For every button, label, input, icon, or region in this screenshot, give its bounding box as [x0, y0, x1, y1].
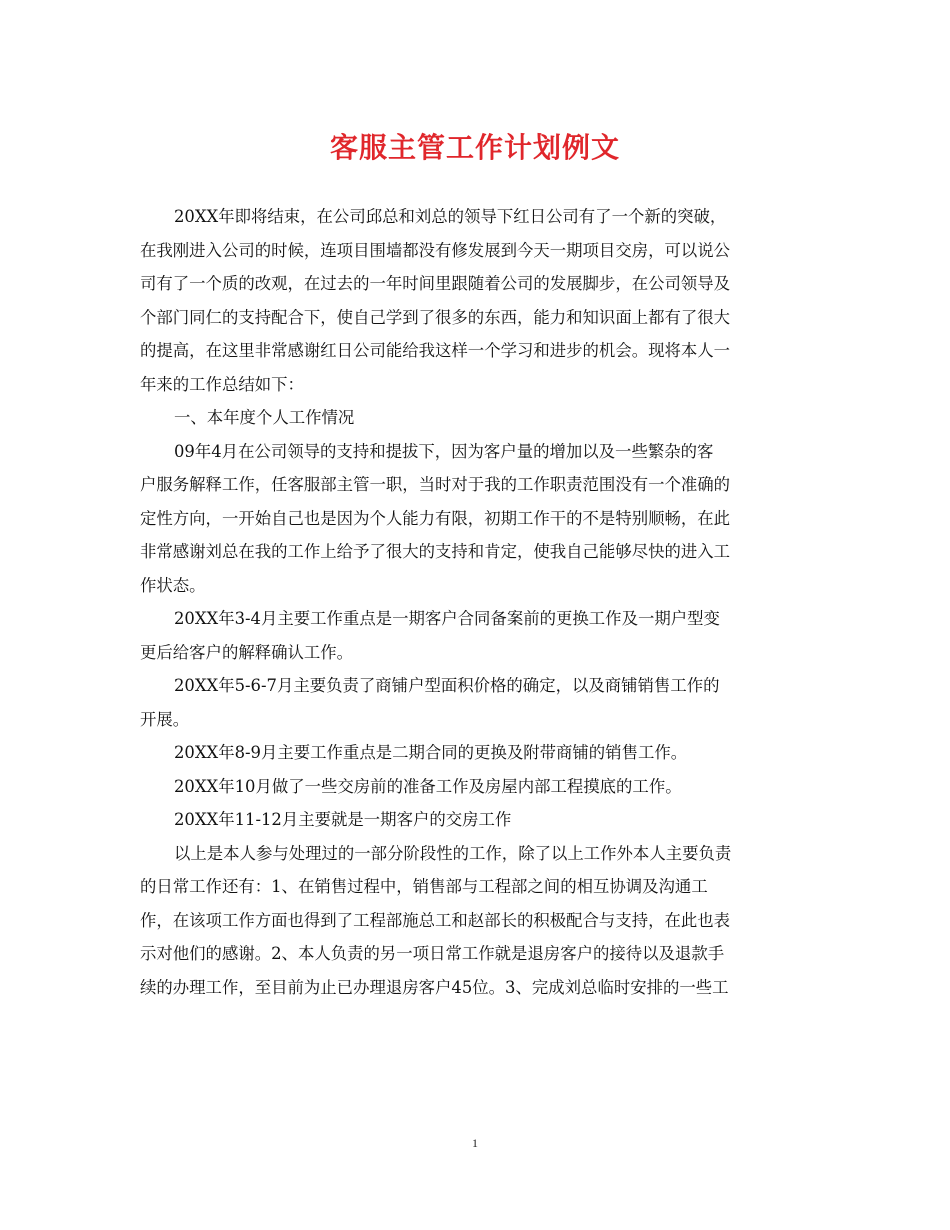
paragraph-line: 20XX年3-4月主要工作重点是一期客户合同备案前的更换工作及一期户型变: [174, 609, 720, 628]
paragraph-line: 作状态。: [140, 575, 206, 595]
paragraph-line: 20XX年11-12月主要就是一期客户的交房工作: [174, 810, 512, 829]
paragraph-line: 20XX年5-6-7月主要负责了商铺户型面积价格的确定，以及商铺销售工作的: [174, 676, 720, 695]
paragraph-line: 司有了一个质的改观，在过去的一年时间里跟随着公司的发展脚步，在公司领导及: [140, 274, 731, 293]
paragraph-line: 非常感谢刘总在我的工作上给予了很大的支持和肯定，使我自己能够尽快的进入工: [140, 542, 731, 561]
paragraph-line: 09年4月在公司领导的支持和提拔下，因为客户量的增加以及一些繁杂的客: [174, 441, 714, 461]
paragraph-line: 在我刚进入公司的时候，连项目围墙都没有修发展到今天一期项目交房，可以说公: [140, 240, 731, 260]
paragraph-line: 20XX年8-9月主要工作重点是二期合同的更换及附带商铺的销售工作。: [174, 743, 688, 762]
paragraph-line: 的日常工作还有：1、在销售过程中，销售部与工程部之间的相互协调及沟通工: [140, 877, 708, 896]
paragraph-line: 定性方向，一开始自己也是因为个人能力有限，初期工作干的不是特别顺畅，在此: [140, 508, 731, 528]
paragraph-line: 的提高，在这里非常感谢红日公司能给我这样一个学习和进步的机会。现将本人一: [140, 341, 731, 360]
document-title: 客服主管工作计划例文: [329, 131, 620, 164]
page-number: 1: [472, 1136, 478, 1150]
paragraph-line: 作，在该项工作方面也得到了工程部施总工和赵部长的积极配合与支持，在此也表: [140, 910, 731, 930]
paragraph-line: 年来的工作总结如下：: [140, 374, 304, 394]
paragraph-line: 户服务解释工作，任客服部主管一职，当时对于我的工作职责范围没有一个准确的: [140, 475, 731, 494]
paragraph-line: 以上是本人参与处理过的一部分阶段性的工作，除了以上工作外本人主要负责: [174, 843, 732, 863]
paragraph-line: 更后给客户的解释确认工作。: [140, 642, 354, 662]
paragraph-line: 续的办理工作，至目前为止已办理退房客户45位。3、完成刘总临时安排的一些工: [140, 977, 729, 997]
paragraph-line: 20XX年10月做了一些交房前的准备工作及房屋内部工程摸底的工作。: [174, 776, 682, 796]
document-body: [140, 200, 820, 1004]
section-heading: 一、本年度个人工作情况: [174, 408, 355, 427]
paragraph-line: 20XX年即将结束，在公司邱总和刘总的领导下红日公司有了一个新的突破，: [174, 207, 727, 226]
paragraph-line: 开展。: [140, 709, 190, 729]
paragraph-line: 个部门同仁的支持配合下，使自己学到了很多的东西，能力和知识面上都有了很大: [140, 307, 731, 327]
paragraph-line: 示对他们的感谢。2、本人负责的另一项日常工作就是退房客户的接待以及退款手: [140, 944, 725, 963]
